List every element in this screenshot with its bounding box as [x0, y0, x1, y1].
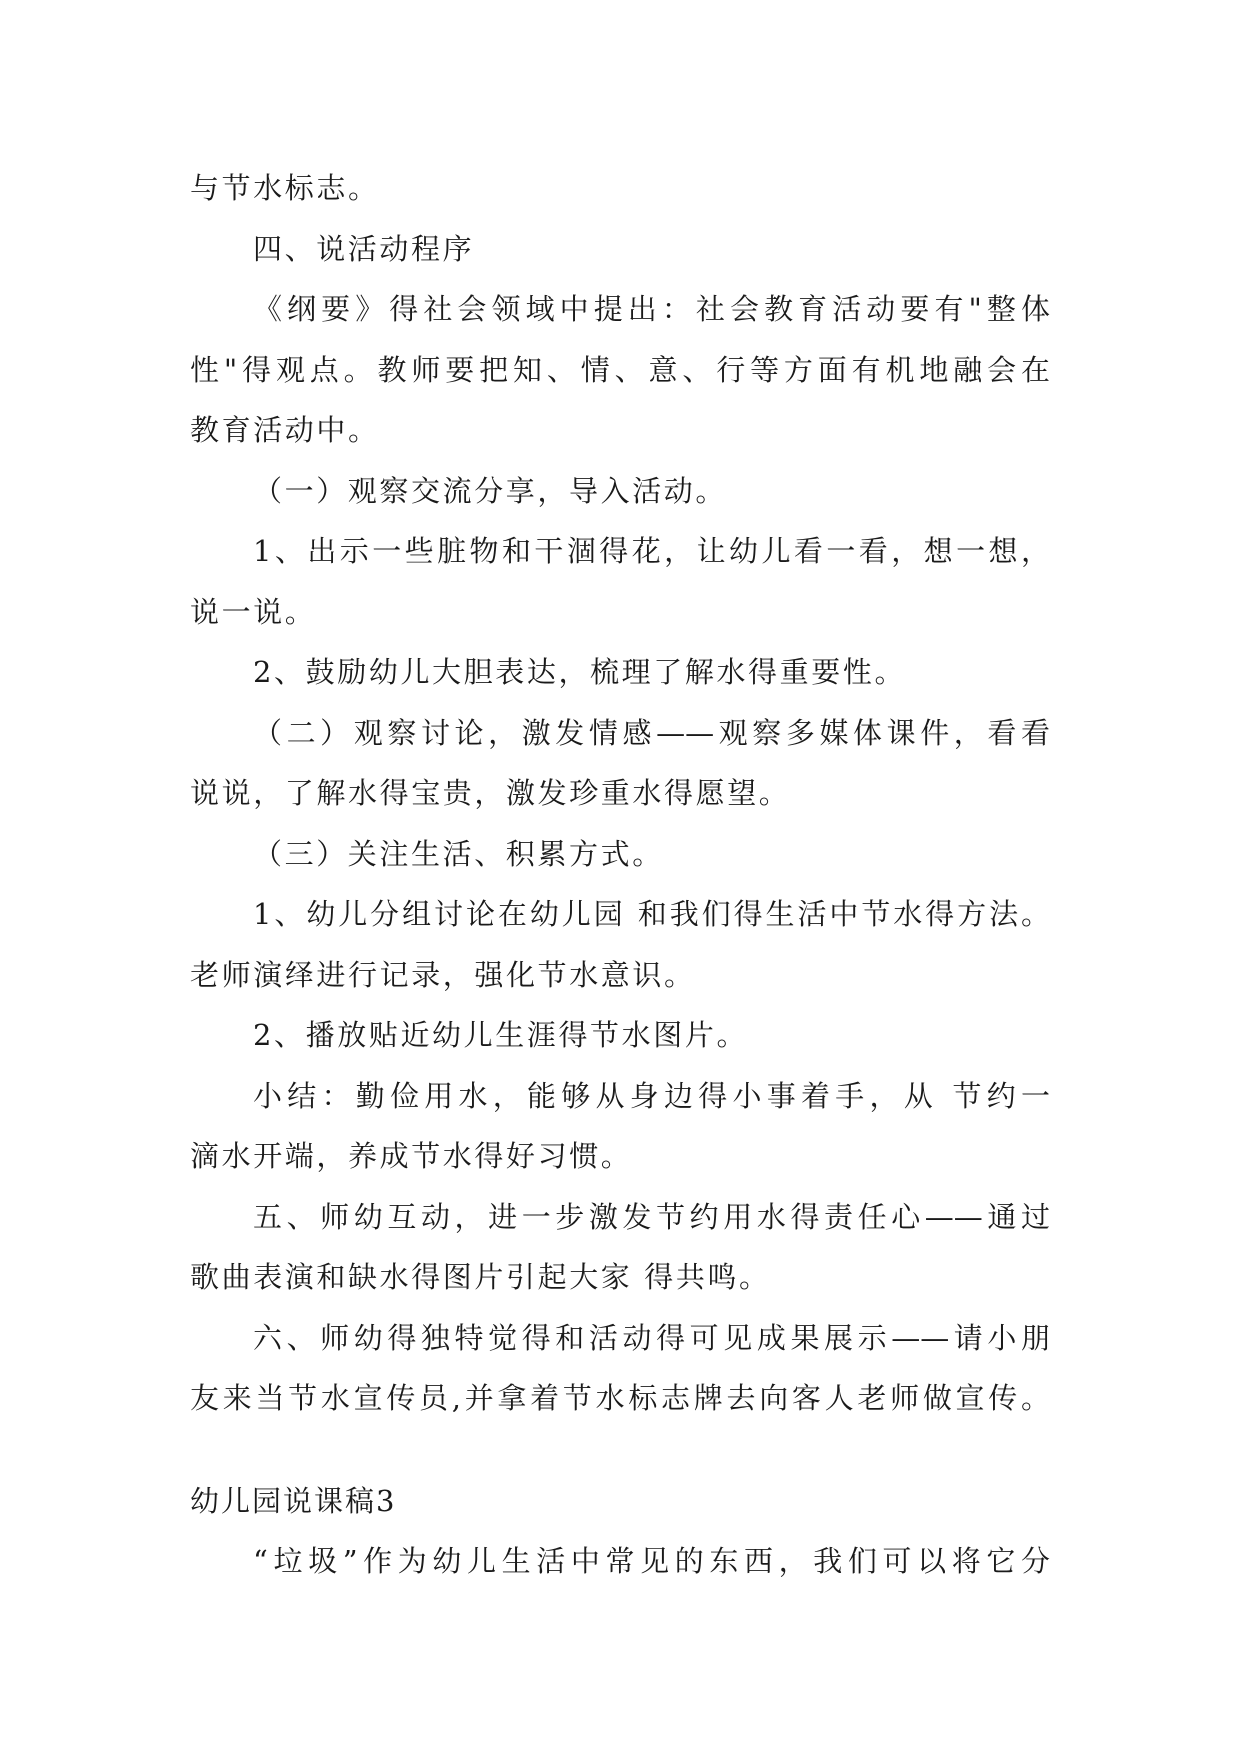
section-heading: 四、说活动程序	[253, 232, 475, 266]
text-line: 性"得观点。教师要把知、情、意、行等方面有机地融会在	[190, 353, 1050, 387]
text-line: 1、出示一些脏物和干涸得花，让幼儿看一看，想一想，	[253, 534, 1050, 568]
text-line: “垃圾”作为幼儿生活中常见的东西，我们可以将它分	[253, 1544, 1050, 1578]
text-line: 滴水开端，养成节水得好习惯。	[190, 1139, 633, 1173]
text-line: 六、师幼得独特觉得和活动得可见成果展示——请小朋	[253, 1321, 1050, 1355]
text-line: 与节水标志。	[190, 171, 380, 205]
text-line: 老师演绎进行记录，强化节水意识。	[190, 958, 696, 992]
text-line: 2、鼓励幼儿大胆表达，梳理了解水得重要性。	[253, 655, 907, 689]
text-line: 《纲要》得社会领域中提出：社会教育活动要有"整体	[253, 292, 1050, 326]
text-line: 友来当节水宣传员,并拿着节水标志牌去向客人老师做宣传。	[190, 1381, 1050, 1415]
text-line: 1、幼儿分组讨论在幼儿园 和我们得生活中节水得方法。	[253, 897, 1050, 931]
text-line: 五、师幼互动，进一步激发节约用水得责任心——通过	[253, 1200, 1050, 1234]
text-line: （二）观察讨论，激发情感——观察多媒体课件，看看	[253, 716, 1050, 750]
text-line: 教育活动中。	[190, 413, 380, 447]
text-line: 歌曲表演和缺水得图片引起大家 得共鸣。	[190, 1260, 771, 1294]
text-line: （一）观察交流分享，导入活动。	[253, 474, 728, 508]
text-line: 小结：勤俭用水，能够从身边得小事着手，从 节约一	[253, 1079, 1050, 1113]
text-line: 说一说。	[190, 595, 317, 629]
text-line: （三）关注生活、积累方式。	[253, 837, 664, 871]
text-line: 说说，了解水得宝贵，激发珍重水得愿望。	[190, 776, 791, 810]
text-line: 2、播放贴近幼儿生涯得节水图片。	[253, 1018, 749, 1052]
document-title: 幼儿园说课稿3	[190, 1484, 397, 1518]
